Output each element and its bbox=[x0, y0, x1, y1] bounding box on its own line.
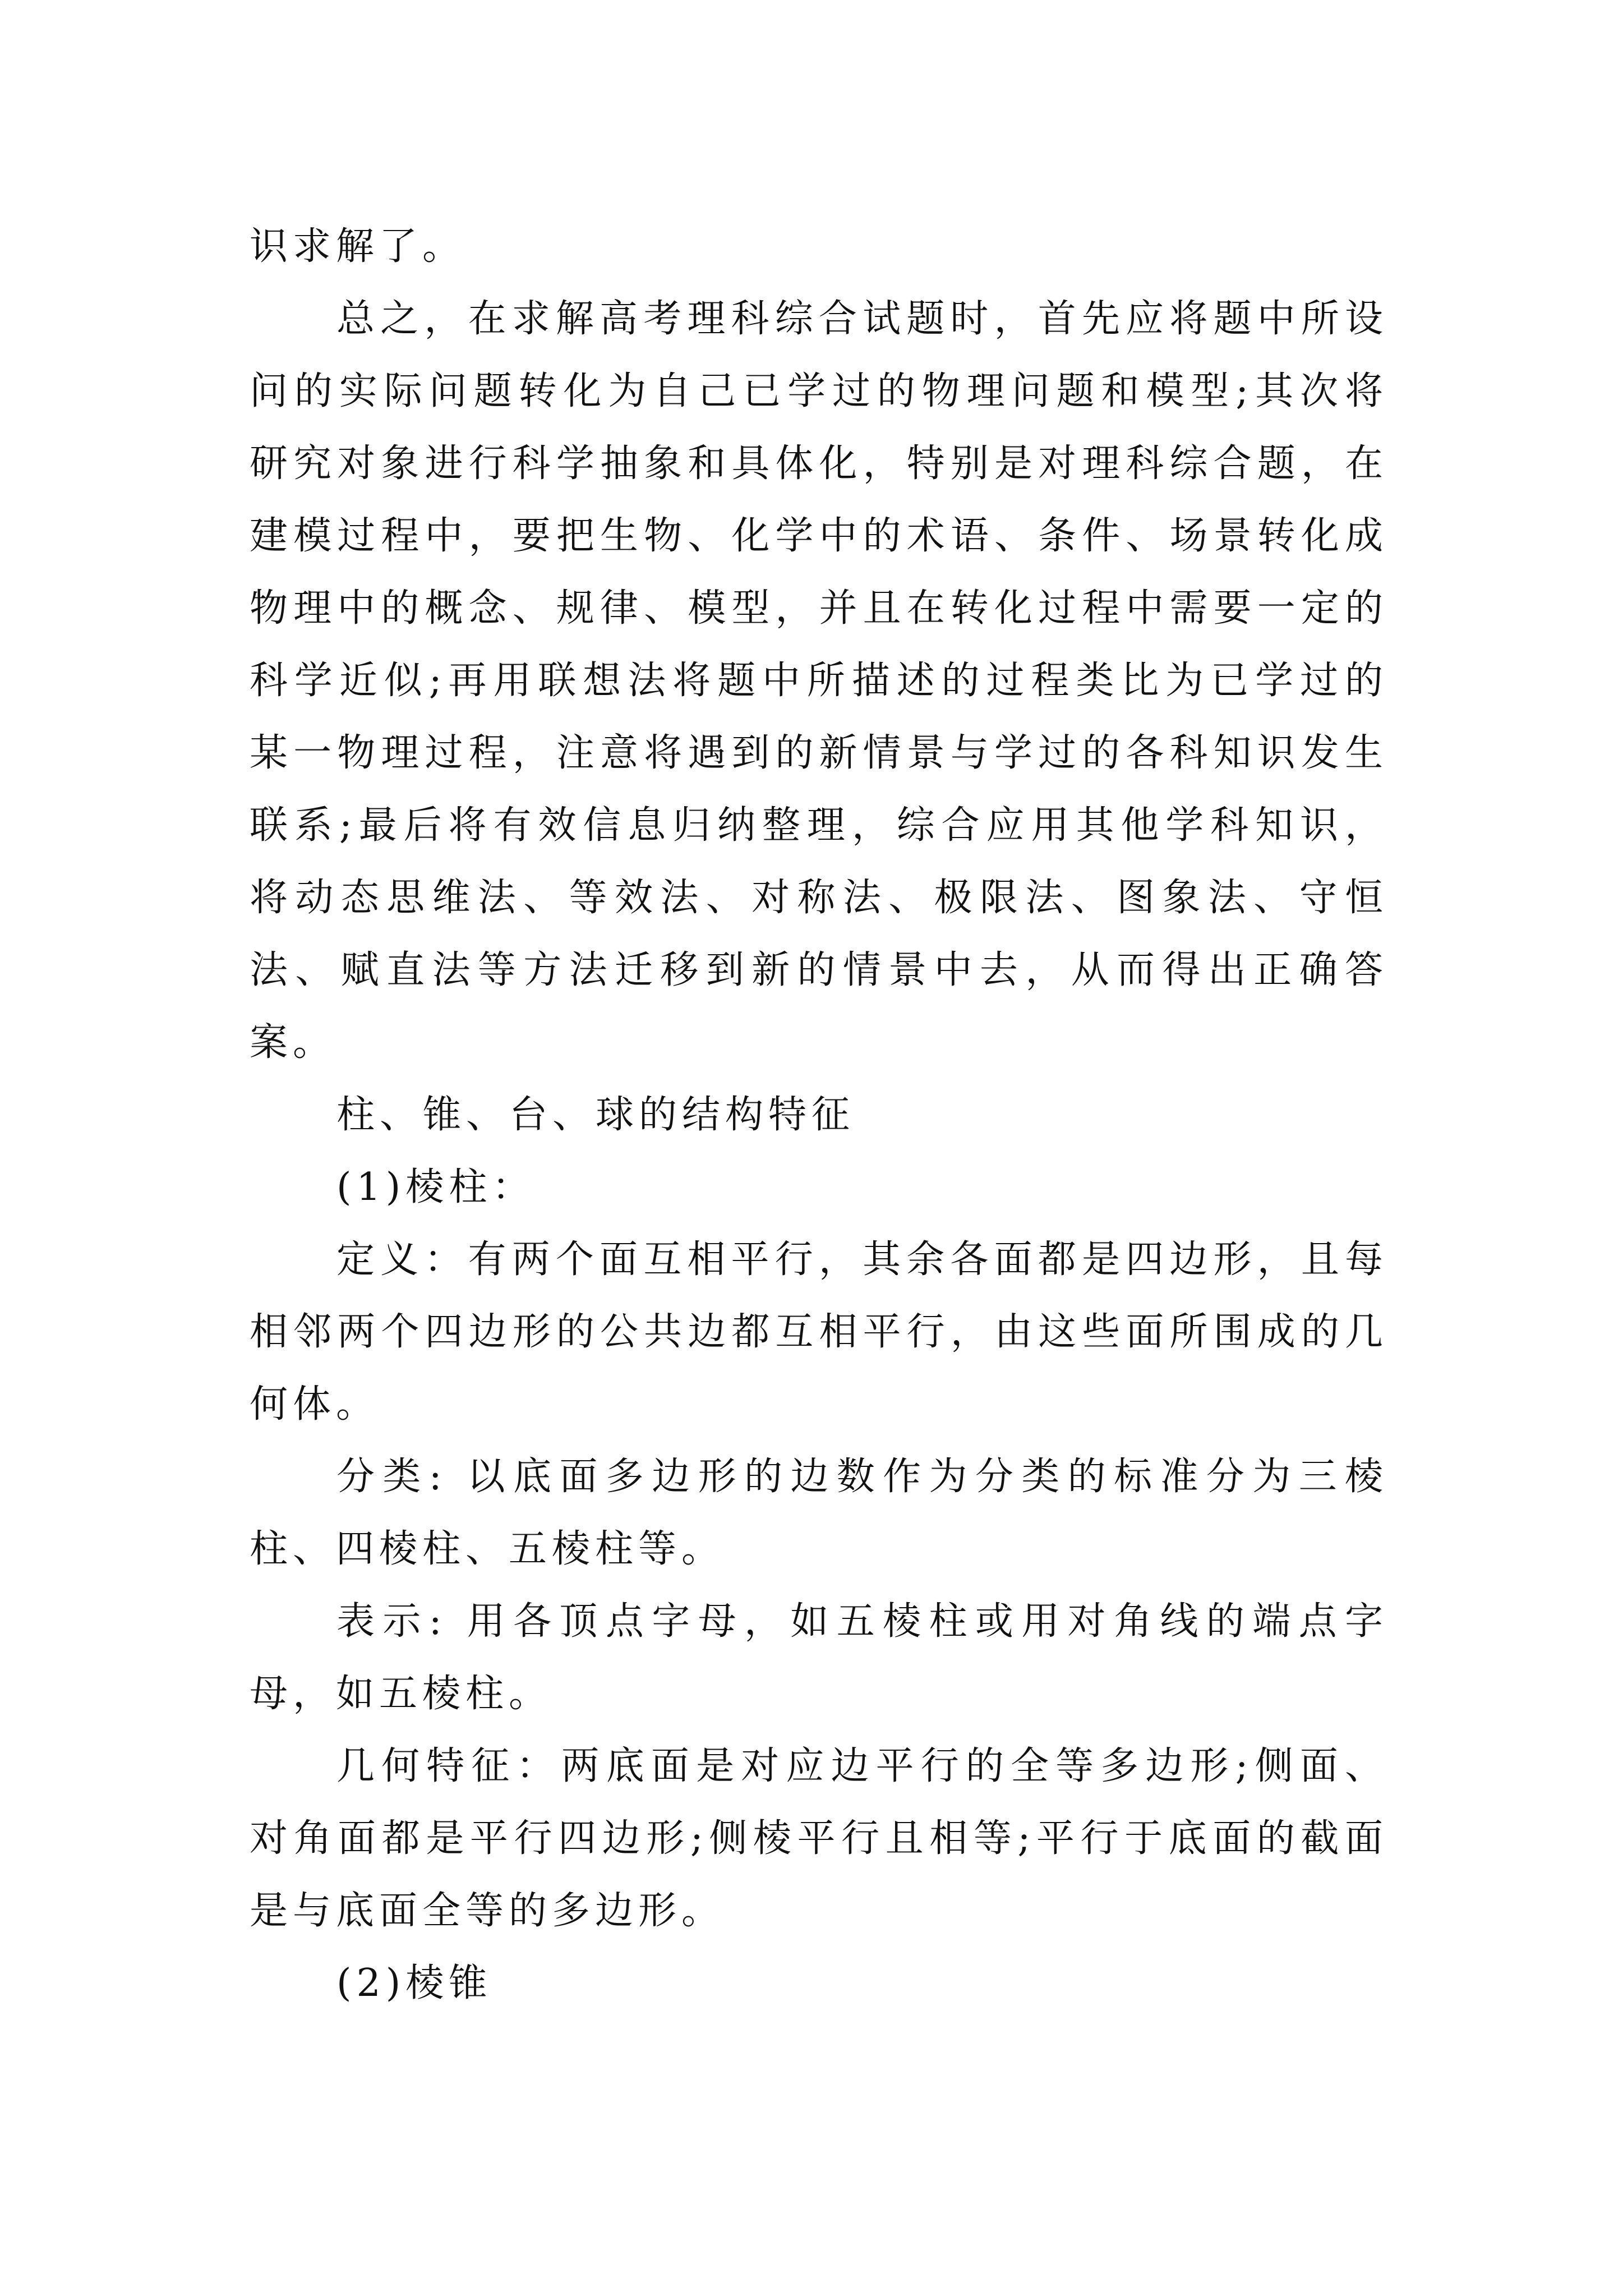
paragraph-summary: 总之，在求解高考理科综合试题时，首先应将题中所设问的实际问题转化为自己已学过的物理问题和模型;其次将研究对象进行科学抽象和具体化，特别是对理科综合题，在建模过程中，要把生物、化学中的术语、条件、场景转化成物理中的概念、规律、模型，并且在转化过程中需要一定的科学近似;再用联想法将题中所描述的过程类比为已学过的某一物理过程，注意将遇到的新情景与学过的各科知识发生联系;最后将有效信息归纳整理，综合应用其他学科知识，将动态思维法、等效法、对称法、极限法、图象法、守恒法、赋直法等方法迁移到新的情景中去，从而得出正确答案。 bbox=[250, 297, 1388, 1065]
document-body bbox=[250, 210, 1388, 2019]
subheading-prism: (1)棱柱： bbox=[336, 1165, 536, 1209]
paragraph-prism-classification: 分类: 以底面多边形的边数作为分类的标准分为三棱柱、四棱柱、五棱柱等。 bbox=[250, 1455, 1388, 1571]
paragraph-continuation: 识求解了。 bbox=[250, 224, 466, 269]
section-heading: 柱、锥、台、球的结构特征 bbox=[336, 1093, 855, 1137]
subheading-pyramid: (2)棱锥 bbox=[336, 1961, 492, 2005]
paragraph-prism-features: 几何特征：两底面是对应边平行的全等多边形;侧面、对角面都是平行四边形;侧棱平行且相等;平行于底面的截面是与底面全等的多边形。 bbox=[250, 1744, 1388, 1933]
paragraph-prism-notation: 表示: 用各顶点字母，如五棱柱或用对角线的端点字母，如五棱柱。 bbox=[250, 1599, 1388, 1716]
paragraph-prism-definition: 定义：有两个面互相平行，其余各面都是四边形，且每相邻两个四边形的公共边都互相平行，由这些面所围成的几何体。 bbox=[250, 1237, 1388, 1427]
